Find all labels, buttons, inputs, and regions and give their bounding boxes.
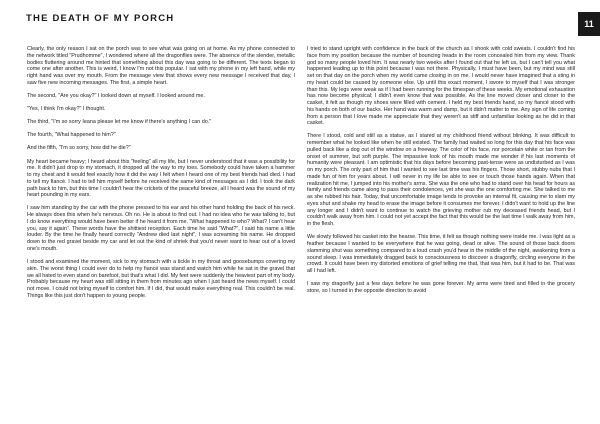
page-header <box>0 0 600 44</box>
paragraph: I saw him standing by the car with the phone pressed to his ear and his other hand holding the back of his neck. He always does this when he's nervous. Oh no. He is about to find out. I had no idea who he was talking to, but I do know everything would have been better if he heard it from me. "What happened to who? What? I can't hear you, say it again". These words have the shittiest reception. Each time he said "What?", I said his name a little louder. By the time he finally heard correctly "Andrew died last night", I was screaming his name. He dropped down to the red gravel beside my car and let out the kind of shriek that you'd never want to hear out of a loved one's mouth. <box>27 205 295 252</box>
paragraph: The fourth, "What happened to him?" <box>27 132 116 139</box>
paragraph: The third, "I'm so sorry Ieana please let me know if there's anything I can do." <box>27 119 212 126</box>
paragraph: My heart became heavy; I heard about this "feeling" all my life, but I never understood that it was a possibility for me. It didn't just drop to my stomach, it dropped all the way to my toes. Somebody could have taken a hammer to my chest and it would feel exactly how it did the way I felt when I heard one of my best friends had died. I had to tell my fiancé. I had to tell him myself before he received the same kind of messages as I did. I took the dark path back to him, but this time I couldn't hear the crickets of the peaceful breeze, all I heard was the sound of my heart pounding in my ears. <box>27 158 295 199</box>
paragraph: The second, "Are you okay?" I looked down at myself. I looked around me. <box>27 92 205 99</box>
running-title: THE DEATH OF MY PORCH <box>26 13 175 24</box>
paragraph: I stood and examined the moment, sick to my stomach with a tickle in my throat and goosebumps covering my skin. The worst thing I could ever do to help my fiancé was stand and watch him while he sat in the gravel that we all hated to even stand on barefoot, but that's what I did. My feet were suddenly the heaviest part of my body. Probably because my heart was still sitting in them from minutes ago when I just heard the news myself. I could not move. I could not bring myself to comfort him. If I did, that would make everything real. This couldn't be real. Things like this just don't happen to young people. <box>27 259 295 299</box>
left-column <box>27 46 295 422</box>
paragraph: There I stood, cold and still as a statue, as I stared at my childhood friend without blinking. It was difficult to remember what he looked like when he still existed. The family had waited so long for this day that his face was pulled back like a dog out of the window on a freeway. The color of his face, nor porcelain white or tan from the onset of summer, but soft purple. The impassive look of his mouth made me wonder if his last moments of humanity were pleasant. I am optimistic that his days before becoming past-tense were as undisturbed as I was on my porch. The only part of him that I wanted to see last time was his fingers. Those short, stubby nubs that I made fun of him for years about. I will never in my life be able to see or touch those hands again. When that realization hit me, I jumped into his mother's arms. She was the one who had to stand over his head for hours as family and friends came along to pass their condolences, yet she was the one comforting me. She talked to me as she rubbed his hair. Today, that uncomfortable image tends to provoke an internal fit, causing me to slam my eyes shut and shake my head to erase the image before it consumes me forever. I didn't want to hold up the line any longer and I didn't want to continue to watch the grieving mother rub my deceased friends head, but I couldn't walk away from him. I could not yet accept the fact that this would be the last time I walk away from him, in the flesh. <box>307 133 575 228</box>
paragraph: I saw my dragonfly just a few days before he was gone forever. My arms were tired and filled in the grocery store, so I turned in the opposite direction to avoid <box>307 281 575 294</box>
paragraph: I tried to stand upright with confidence in the back of the church as I shook with cold sweats. I couldn't find his face from my position because the number of bouncing heads in the room concealed him from my view. Thank god so many people loved him. It was nearly two weeks after I found out that he left us, but I can't tell you what happened leading up to this point because I was not there. Physically, I must have been, but my mind was still set on that day on the porch when my world came closing in on me. I would never have imagined that a sting in my heart could be caused by someone else. Up until this exact moment, I swore to myself that I was stronger than this. My legs were weak as if I had been running for the timespan of these weeks. My emotional exhaustion has now become physical; I didn't even know that was possible. As the line moved closer and closer to the casket, it felt as though my shoes were filled with cement. I held my best friends hand, so my fiancé stood with his hands on both of our backs. Her hand was warm and damp, but it didn't matter to me. Any sign of life coming from a person that I love made me appreciate that they weren't as stiff and unfamiliar looking as he did in that casket. <box>307 46 575 127</box>
right-column <box>307 46 575 422</box>
page-number-badge: 11 <box>578 12 600 36</box>
paragraph: And the fifth, "I'm so sorry, how did he die?" <box>27 145 131 152</box>
paragraph: We slowly followed his casket into the hearse. This time, it felt as though nothing were inside me. I was light as a feather because I wanted to be everywhere that he was going, dead or alive. The sound of those back doors slamming shut was something compared to a loud crash you'd hear in the middle of the night, awakening from a sound sleep. I was immediately dragged back to consciousness to discover a dragonfly, circling everyone in the crowd. It could have been my distorted emotions of grief telling me that, that was him, but it had to be. That was all I had left. <box>307 234 575 275</box>
paragraph: "Yes, I think I'm okay?" I thought. <box>27 106 106 113</box>
paragraph: Clearly, the only reason I sat on the porch was to see what was going on at home. As my phone connected to the network titled "Prudhomme", I wondered where all the dragonflies were. The absence of the slender, metallic bodies fluttering around me hinted that something about this day was going to be different. The texts began to come one after another. This is weird, I know I'm not this popular. I sat with my phone in my left hand, while my right hand was over my mouth. From the message view that shows every new message I received that day, I saw five new incoming messages. The first, a simple heart. <box>27 46 295 86</box>
